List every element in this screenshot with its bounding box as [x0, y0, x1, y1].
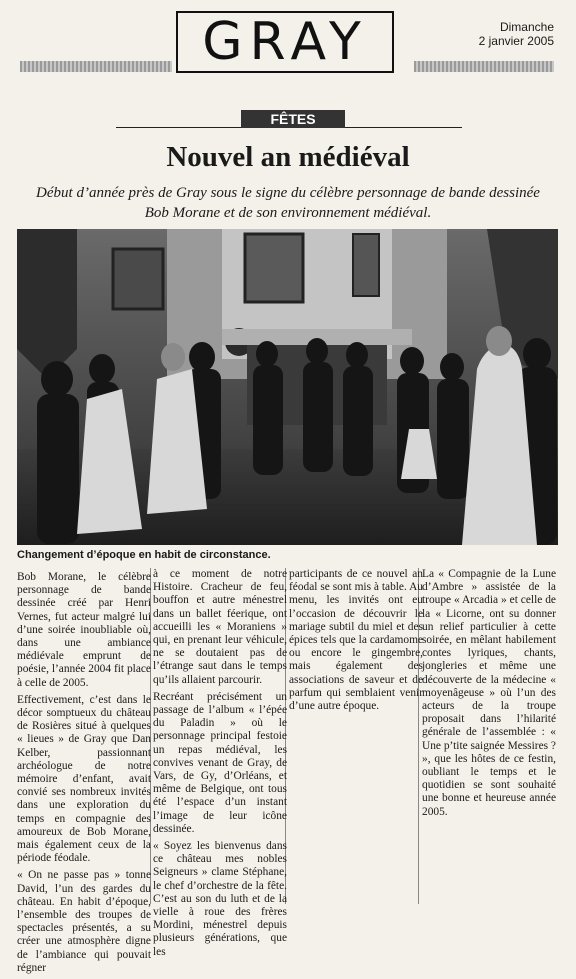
- article-column-1: [17, 571, 151, 979]
- article-standfirst: Début d’année près de Gray sous le signe du célèbre personnage de bande dessinée Bob Morane et de son environnement médiéval.: [36, 185, 540, 221]
- section-label: FÊTES: [241, 110, 345, 128]
- issue-date-text: 2 janvier 2005: [478, 34, 554, 48]
- section-header: [116, 110, 462, 130]
- masthead-logo: GRAY: [176, 11, 394, 73]
- article-paragraph: Recréant précisément un passage de l’album « l’épée du Paladin » où le personnage principal festoie un repas médiéval, les convives venant de Gray, de Vars, de Gy, d’Orléans, et même de Belgique, ont tous été l’espace d’un instant l’image de leur icône dessinée.: [153, 690, 287, 835]
- article-paragraph: participants de ce nouvel an féodal se sont mis à table. Au menu, les invités ont eu l’occasion de découvrir le mariage subtil du miel et des épices tels que la cardamome ou encore le gingembre, mais également des associations de saveur et de parfum qui semblaient venir d’une autre époque.: [289, 568, 423, 713]
- article-photo: [17, 229, 558, 545]
- article-paragraph: Bob Morane, le célèbre personnage de bande dessinée créé par Henri Vernes, fut acteur malgré lui d’une soirée inoubliable où, dans une ambiance médiévale emprunt de poésie, l’année 2004 fit place à celle de 2005.: [17, 571, 151, 689]
- photo-caption: Changement d’époque en habit de circonstance.: [17, 549, 271, 561]
- issue-date: [424, 20, 554, 48]
- photo-illustration: [17, 229, 558, 545]
- article-paragraph: Effectivement, c’est dans le décor somptueux du château de Rosières situé à quelques « lieues » de Gray que Dan Kelber, passionnant archéologue de notre mémoire d’enfant, avait convié ses nombreux invités dans une exploration du temps en compagnie des amoureux de Bob Morane, mais également ceux de la période féodale.: [17, 693, 151, 865]
- article-headline: Nouvel an médiéval: [166, 141, 410, 173]
- article-paragraph: La « Compagnie de la Lune d’Ambre » assistée de la troupe « Arcadia » et celle de la « Licorne, ont su donner un relief particulier à cette soirée, en mêlant habilement contes lyriques, chants, jongleries et même une découverte de la médecine « moyenâgeuse » où l’un des acteurs de la troupe proposait dans l’hilarité générale de l’assemblée : « Une p’tite saignée Messires ? », que les hôtes de ce festin, oubliant le temps et le quotidien se sont souhaité une bonne et heureuse année 2005.: [422, 568, 556, 818]
- masthead-rule-right: [414, 61, 554, 72]
- article-column-4: [422, 568, 556, 823]
- article-paragraph: « Soyez les bienvenus dans ce château mes nobles Seigneurs » clame Stéphane, le chef d’orchestre de la fête. C’est au son du luth et de la vielle à roue des frères Mordini, ménestrel depuis plusieurs générations, que les: [153, 840, 287, 958]
- article-paragraph: « On ne passe pas » tonne David, l’un des gardes du château. En habit d’époque, l’ensemble des troupes de spectacles présentés, a su créer une atmosphère digne de l’ambiance qui pouvait régner: [17, 869, 151, 974]
- article-paragraph: à ce moment de notre Histoire. Cracheur de feu, bouffon et autre ménestrel dans un ballet féerique, ont accueilli les « Moraniens » qui, en prenant leur véhicule, ne se doutaient pas de l’étrange saut dans le temps qu’ils allaient parcourir.: [153, 568, 287, 686]
- masthead-rule-left: [20, 61, 172, 72]
- article-column-2: [153, 568, 287, 963]
- article-column-3: [289, 568, 423, 717]
- issue-day: Dimanche: [499, 20, 554, 34]
